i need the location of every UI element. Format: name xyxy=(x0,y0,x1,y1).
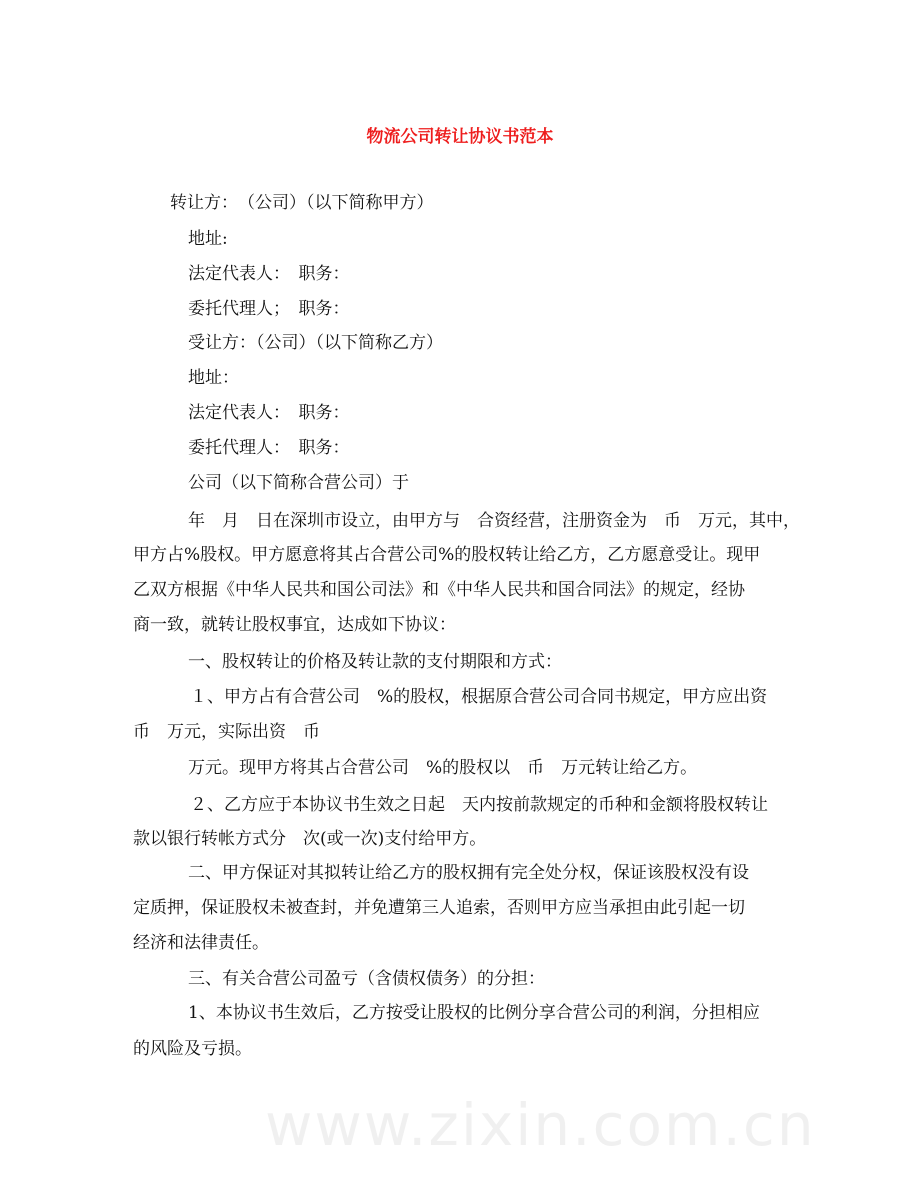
paragraph-line: 甲方占%股权。甲方愿意将其占合营公司%的股权转让给乙方，乙方愿意受让。现甲 xyxy=(133,545,761,565)
paragraph-line: 乙双方根据《中华人民共和国公司法》和《中华人民共和国合同法》的规定，经协 xyxy=(133,580,745,600)
paragraph-line: １、甲方占有合营公司 %的股权，根据原合营公司合同书规定，甲方应出资 xyxy=(190,687,768,707)
transferee-address: 地址： xyxy=(188,368,239,388)
paragraph-line: 1、本协议书生效后，乙方按受让股权的比例分享合营公司的利润，分担相应 xyxy=(188,1003,760,1023)
section-heading-3: 三、有关合营公司盈亏（含债权债务）的分担： xyxy=(188,969,545,989)
paragraph-line: 定质押，保证股权未被查封，并免遭第三人追索，否则甲方应当承担由此引起一切 xyxy=(133,898,745,918)
paragraph-line: 商一致，就转让股权事宜，达成如下协议： xyxy=(133,615,456,635)
paragraph-line: 万元。现甲方将其占合营公司 %的股权以 币 万元转让给乙方。 xyxy=(188,758,698,778)
transferor-line: 转让方： （公司）（以下简称甲方） xyxy=(170,193,434,213)
paragraph-line: 公司（以下简称合营公司）于 xyxy=(188,473,409,493)
paragraph-line: 的风险及亏损。 xyxy=(133,1039,252,1059)
transferor-address: 地址: xyxy=(188,229,228,249)
paragraph-line: 币 万元，实际出资 币 xyxy=(133,722,320,742)
transferee-legal-rep: 法定代表人： 职务： xyxy=(188,403,350,423)
document-title: 物流公司转让协议书范本 xyxy=(366,127,554,147)
paragraph-line: 款以银行转帐方式分 次(或一次)支付给甲方。 xyxy=(133,829,487,849)
transferee-agent: 委托代理人： 职务： xyxy=(188,438,350,458)
watermark: www.zixin.com.cn xyxy=(265,1091,816,1159)
paragraph-line: 经济和法律责任。 xyxy=(133,933,269,953)
section-heading-2: 二、甲方保证对其拟转让给乙方的股权拥有完全处分权，保证该股权没有设 xyxy=(188,863,749,883)
paragraph-line: ２、乙方应于本协议书生效之日起 天内按前款规定的币种和金额将股权转让 xyxy=(190,795,768,815)
transferor-legal-rep: 法定代表人： 职务： xyxy=(188,264,350,284)
transferor-agent: 委托代理人； 职务： xyxy=(188,299,350,319)
paragraph-line: 年 月 日在深圳市设立，由甲方与 合资经营，注册资金为 币 万元，其中， xyxy=(188,511,800,531)
section-heading-1: 一、股权转让的价格及转让款的支付期限和方式： xyxy=(188,652,562,672)
transferee-line: 受让方：（公司）（以下简称乙方） xyxy=(188,333,443,353)
